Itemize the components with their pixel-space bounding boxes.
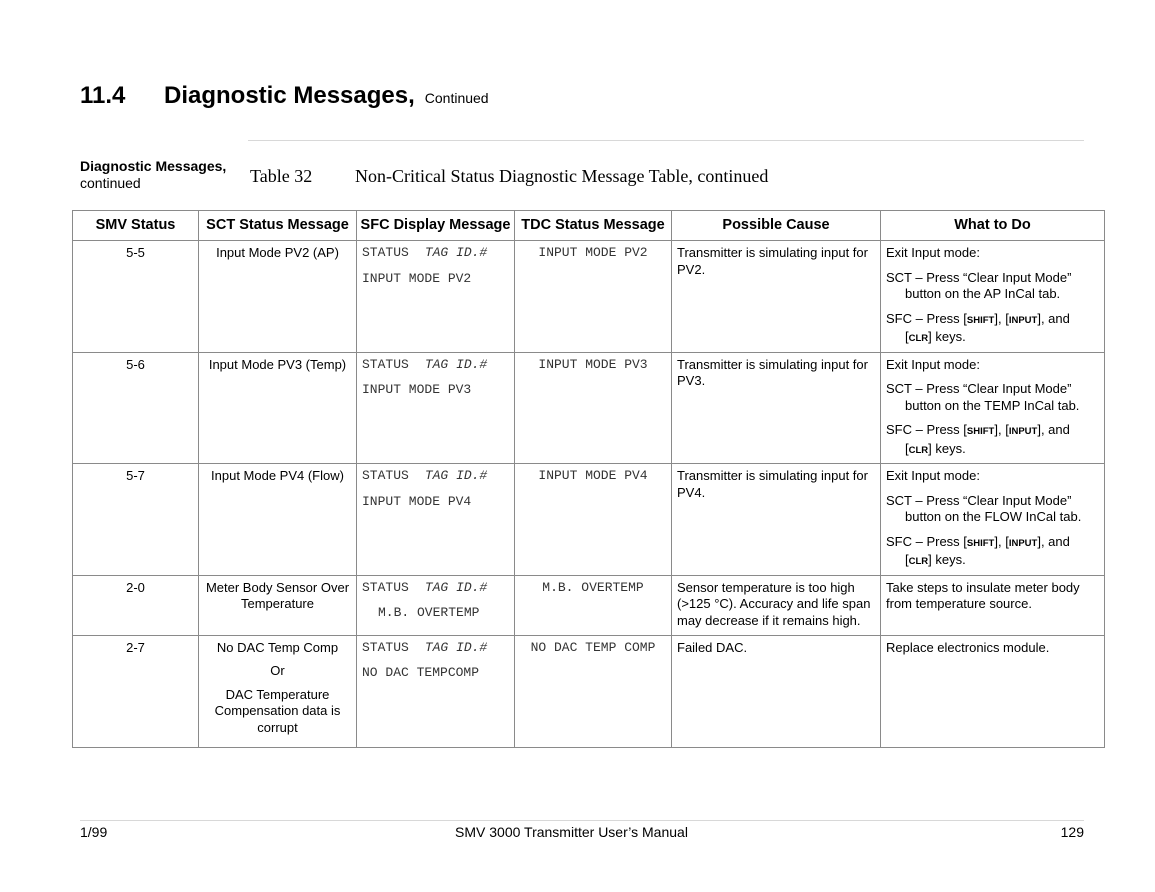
possible-cause-cell: Transmitter is simulating input for PV4. [672, 464, 881, 576]
sct-message-2: DAC Temperature Compensation data is corrupt [214, 686, 341, 735]
section-number: 11.4 [80, 82, 126, 109]
sfc-tag: TAG ID.# [424, 579, 488, 595]
sfc-tag: TAG ID.# [424, 468, 488, 483]
todo-step-2: SCT – Press “Clear Input Mode” button on the TEMP InCal tab. [886, 381, 1080, 413]
smv-status-cell: 2-0 [73, 575, 199, 635]
tdc-status-cell: INPUT MODE PV2 [515, 241, 672, 353]
possible-cause-cell: Sensor temperature is too high (>125 °C). Accuracy and life span may decrease if it remains high. [672, 575, 881, 635]
tdc-status-cell: INPUT MODE PV3 [515, 352, 672, 464]
footer-divider [80, 820, 1084, 821]
todo-step-3: SFC – Press [SHIFT], [INPUT], and [CLR] keys. [886, 310, 1070, 344]
footer-date: 1/99 [80, 824, 108, 840]
table-caption [250, 166, 768, 187]
header-what-to-do: What to Do [881, 211, 1105, 241]
sct-message-1: No DAC Temp Comp [216, 639, 339, 655]
possible-cause-cell: Transmitter is simulating input for PV2. [672, 241, 881, 353]
sfc-line-2: INPUT MODE PV3 [362, 382, 472, 397]
table-row [73, 241, 1105, 353]
sfc-tag: TAG ID.# [424, 245, 488, 260]
todo-step-1: Exit Input mode: [886, 468, 980, 483]
key-clr: CLR [908, 333, 929, 344]
sfc-line-2: INPUT MODE PV4 [362, 493, 472, 509]
section-continued: Continued [424, 90, 489, 106]
todo-step-1: Exit Input mode: [886, 356, 980, 372]
what-to-do-cell [881, 575, 1105, 635]
key-shift: SHIFT [966, 426, 995, 437]
header-divider [248, 140, 1084, 141]
sfc-line-1: STATUS [362, 639, 409, 655]
todo-step-1: Replace electronics module. [886, 639, 1050, 655]
tdc-status-cell: NO DAC TEMP COMP [515, 635, 672, 748]
table-title: Non-Critical Status Diagnostic Message Table, continued [355, 166, 769, 186]
key-clr: CLR [908, 444, 929, 456]
sfc-line-2: M.B. OVERTEMP [378, 605, 480, 620]
header-sct-status: SCT Status Message [199, 211, 357, 241]
sfc-display-cell [357, 635, 515, 748]
sct-status-cell [199, 635, 357, 748]
sct-status-cell: Input Mode PV2 (AP) [199, 241, 357, 353]
what-to-do-cell [881, 241, 1105, 353]
sfc-line-2: NO DAC TEMPCOMP [362, 665, 480, 680]
sct-status-cell: Input Mode PV3 (Temp) [199, 352, 357, 464]
todo-step-1: Take steps to insulate meter body from temperature source. [886, 579, 1080, 611]
sct-status-cell: Input Mode PV4 (Flow) [199, 464, 357, 576]
sidebar-label-plain: continued [80, 175, 141, 191]
table-row [73, 575, 1105, 635]
key-input: INPUT [1008, 537, 1038, 549]
sfc-tag: TAG ID.# [424, 639, 488, 655]
smv-status-cell: 5-6 [73, 352, 199, 464]
key-input: INPUT [1008, 426, 1038, 437]
what-to-do-cell [881, 635, 1105, 748]
table-number: Table 32 [250, 166, 313, 186]
sct-message-or: Or [270, 663, 285, 678]
sfc-line-1: STATUS [362, 356, 409, 372]
footer-manual-title: SMV 3000 Transmitter User’s Manual [455, 824, 688, 840]
todo-step-3: SFC – Press [SHIFT], [INPUT], and [CLR] keys. [886, 533, 1070, 567]
smv-status-cell: 5-7 [73, 464, 199, 576]
sfc-line-1: STATUS [362, 579, 409, 595]
sfc-line-1: STATUS [362, 468, 409, 483]
todo-step-2: SCT – Press “Clear Input Mode” button on the AP InCal tab. [886, 269, 1072, 301]
header-sfc-display: SFC Display Message [357, 211, 515, 241]
key-clr: CLR [908, 556, 929, 567]
todo-step-2: SCT – Press “Clear Input Mode” button on the FLOW InCal tab. [886, 492, 1082, 524]
diagnostic-table [72, 210, 1105, 748]
what-to-do-cell [881, 352, 1105, 464]
sidebar-label [80, 158, 226, 192]
footer-page-number: 129 [1060, 824, 1084, 840]
header-smv-status: SMV Status [73, 211, 199, 241]
smv-status-cell: 5-5 [73, 241, 199, 353]
sidebar-label-bold: Diagnostic Messages, [80, 158, 227, 174]
possible-cause-cell: Failed DAC. [672, 635, 881, 748]
key-shift: SHIFT [966, 537, 995, 549]
section-header [80, 82, 489, 110]
table-header-row [73, 211, 1105, 241]
sfc-display-cell [357, 464, 515, 576]
sfc-tag: TAG ID.# [424, 356, 488, 372]
tdc-status-cell: INPUT MODE PV4 [515, 464, 672, 576]
header-tdc-status: TDC Status Message [515, 211, 672, 241]
sct-status-cell: Meter Body Sensor Over Temperature [199, 575, 357, 635]
sfc-display-cell [357, 352, 515, 464]
tdc-status-cell: M.B. OVERTEMP [515, 575, 672, 635]
table-row [73, 352, 1105, 464]
todo-step-3: SFC – Press [SHIFT], [INPUT], and [CLR] keys. [886, 422, 1070, 456]
key-shift: SHIFT [966, 314, 995, 326]
table-row [73, 635, 1105, 748]
todo-step-1: Exit Input mode: [886, 245, 980, 260]
section-title: Diagnostic Messages, [164, 82, 415, 109]
what-to-do-cell [881, 464, 1105, 576]
sfc-display-cell [357, 241, 515, 353]
sfc-display-cell [357, 575, 515, 635]
sfc-line-1: STATUS [362, 245, 409, 260]
header-possible-cause: Possible Cause [672, 211, 881, 241]
key-input: INPUT [1008, 314, 1038, 326]
table-row [73, 464, 1105, 576]
smv-status-cell: 2-7 [73, 635, 199, 748]
possible-cause-cell: Transmitter is simulating input for PV3. [672, 352, 881, 464]
sfc-line-2: INPUT MODE PV2 [362, 270, 472, 286]
